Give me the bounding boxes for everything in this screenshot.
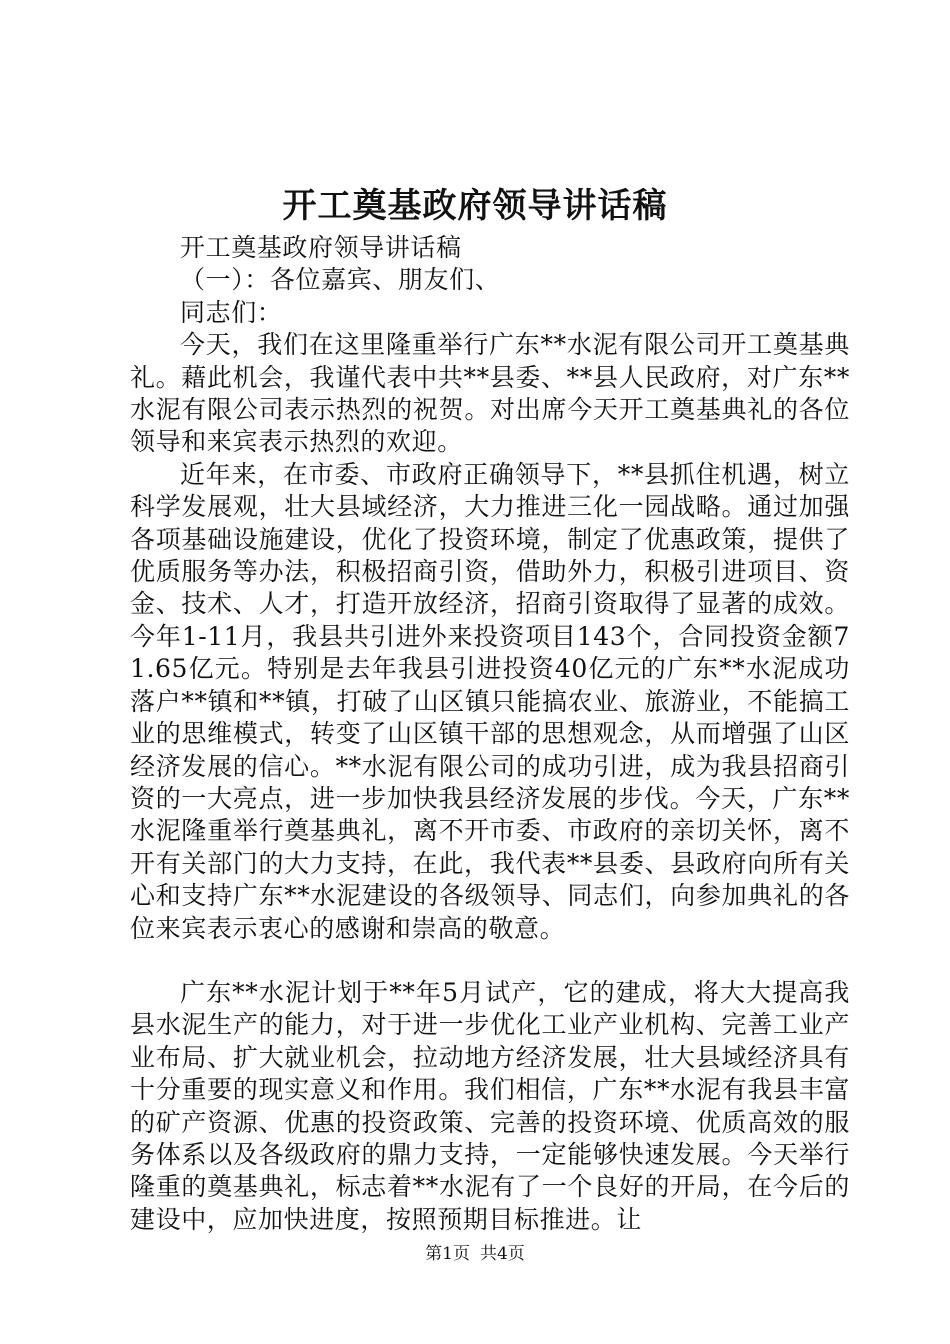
subtitle-paragraph: 开工奠基政府领导讲话稿 [180, 233, 462, 262]
document-title: 开工奠基政府领导讲话稿 [282, 186, 668, 226]
body-paragraph: 今天，我们在这里隆重举行广东**水泥有限公司开工奠基典礼。藉此机会，我谨代表中共**县委、**县人民政府，对广东**水泥有限公司表示热烈的祝贺。对出席今天开工奠基典礼的各位领导和来宾表示热烈的欢迎。 [130, 330, 850, 457]
salutation-line-1: （一）：各位嘉宾、朋友们、 [180, 265, 501, 295]
document-body [130, 232, 850, 1236]
body-paragraph: 近年来，在市委、市政府正确领导下，**县抓住机遇，树立科学发展观，壮大县域经济，大力推进三化一园战略。通过加强各项基础设施建设，优化了投资环境，制定了优惠政策，提供了优质服务等办法，积极招商引资，借助外力，积极引进项目、资金、技术、人才，打造开放经济，招商引资取得了显著的成效。今年1-11月，我县共引进外来投资项目143个，合同投资金额71.65亿元。特别是去年我县引进投资40亿元的广东**水泥成功落户**镇和**镇，打破了山区镇只能搞农业、旅游业，不能搞工业的思维模式，转变了山区镇干部的思想观念，从而增强了山区经济发展的信心。**水泥有限公司的成功引进，成为我县招商引资的一大亮点，进一步加快我县经济发展的步伐。今天，广东**水泥隆重举行奠基典礼，离不开市委、市政府的亲切关怀，离不开有关部门的大力支持，在此，我代表**县委、县政府向所有关心和支持广东**水泥建设的各级领导、同志们，向参加典礼的各位来宾表示衷心的感谢和崇高的敬意。 [130, 459, 850, 943]
page-total: 共4页 [480, 1244, 525, 1264]
salutation-line-2: 同志们： [180, 297, 283, 327]
page-footer [0, 1242, 950, 1266]
body-paragraph: 广东**水泥计划于**年5月试产，它的建成，将大大提高我县水泥生产的能力，对于进一步优化工业产业机构、完善工业产业布局、扩大就业机会，拉动地方经济发展，壮大县域经济具有十分重要的现实意义和作用。我们相信，广东**水泥有我县丰富的矿产资源、优惠的投资政策、完善的投资环境、优质高效的服务体系以及各级政府的鼎力支持，一定能够快速发展。今天举行隆重的奠基典礼，标志着**水泥有了一个良好的开局，在今后的建设中，应加快进度，按照预期目标推进。让 [130, 977, 850, 1234]
page-number: 第1页 [425, 1244, 470, 1264]
